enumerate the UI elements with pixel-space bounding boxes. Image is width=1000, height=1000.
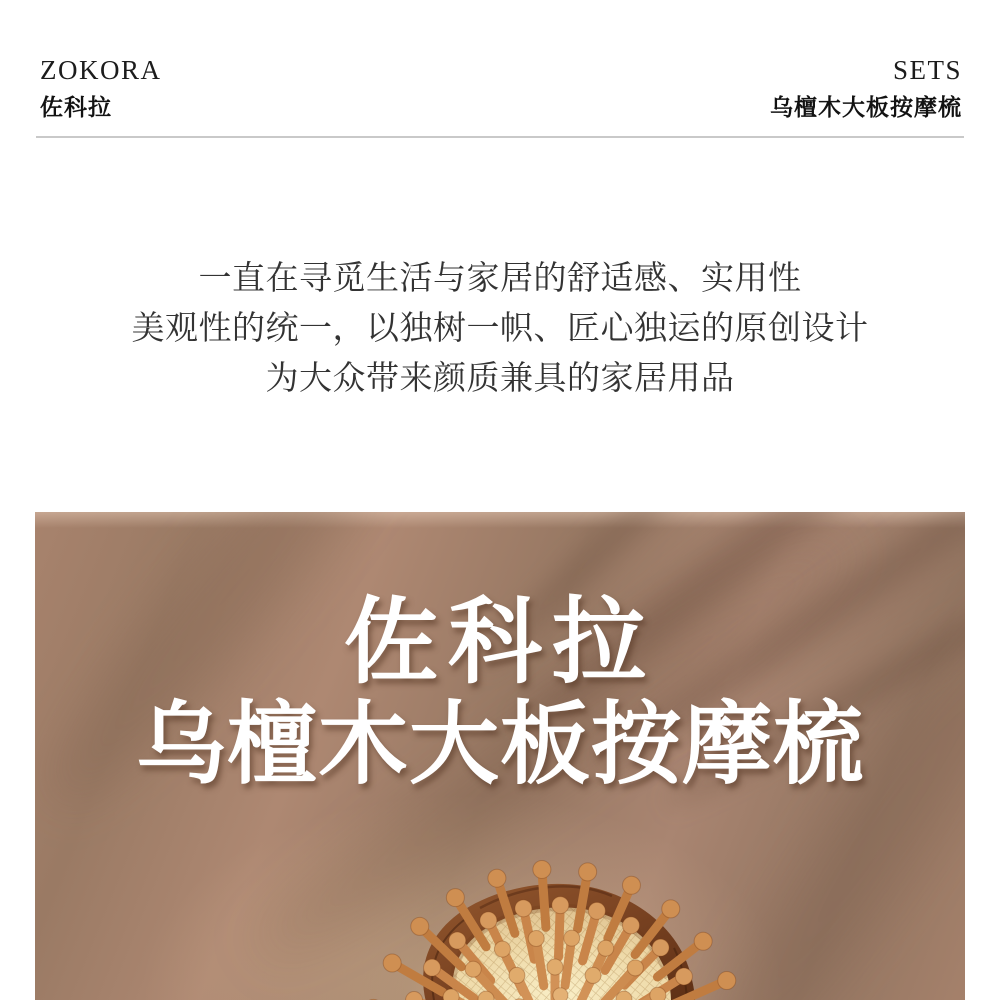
hero-title-product: 乌檀木大板按摩梳 bbox=[136, 695, 864, 795]
intro-line-1: 一直在寻觅生活与家居的舒适感、实用性 bbox=[198, 259, 802, 296]
brand-name-cn: 佐科拉 bbox=[40, 94, 112, 121]
product-name-cn: 乌檀木大板按摩梳 bbox=[770, 94, 962, 121]
hero-title-brand: 佐科拉 bbox=[343, 589, 656, 694]
intro-line-3: 为大众带来颜质兼具的家居用品 bbox=[265, 359, 735, 396]
wooden-massage-comb-illustration bbox=[330, 852, 750, 1000]
brand-header bbox=[40, 56, 962, 122]
header-divider bbox=[36, 136, 964, 138]
intro-paragraph bbox=[0, 253, 1000, 403]
series-name-en: SETS bbox=[892, 55, 962, 85]
brand-name-en: ZOKORA bbox=[40, 55, 162, 85]
intro-line-2: 美观性的统一，以独树一帜、匠心独运的原创设计 bbox=[131, 309, 869, 346]
hero-title-block bbox=[35, 590, 965, 796]
brand-block bbox=[40, 56, 162, 122]
hero-image bbox=[35, 512, 965, 1000]
series-block bbox=[770, 56, 962, 122]
